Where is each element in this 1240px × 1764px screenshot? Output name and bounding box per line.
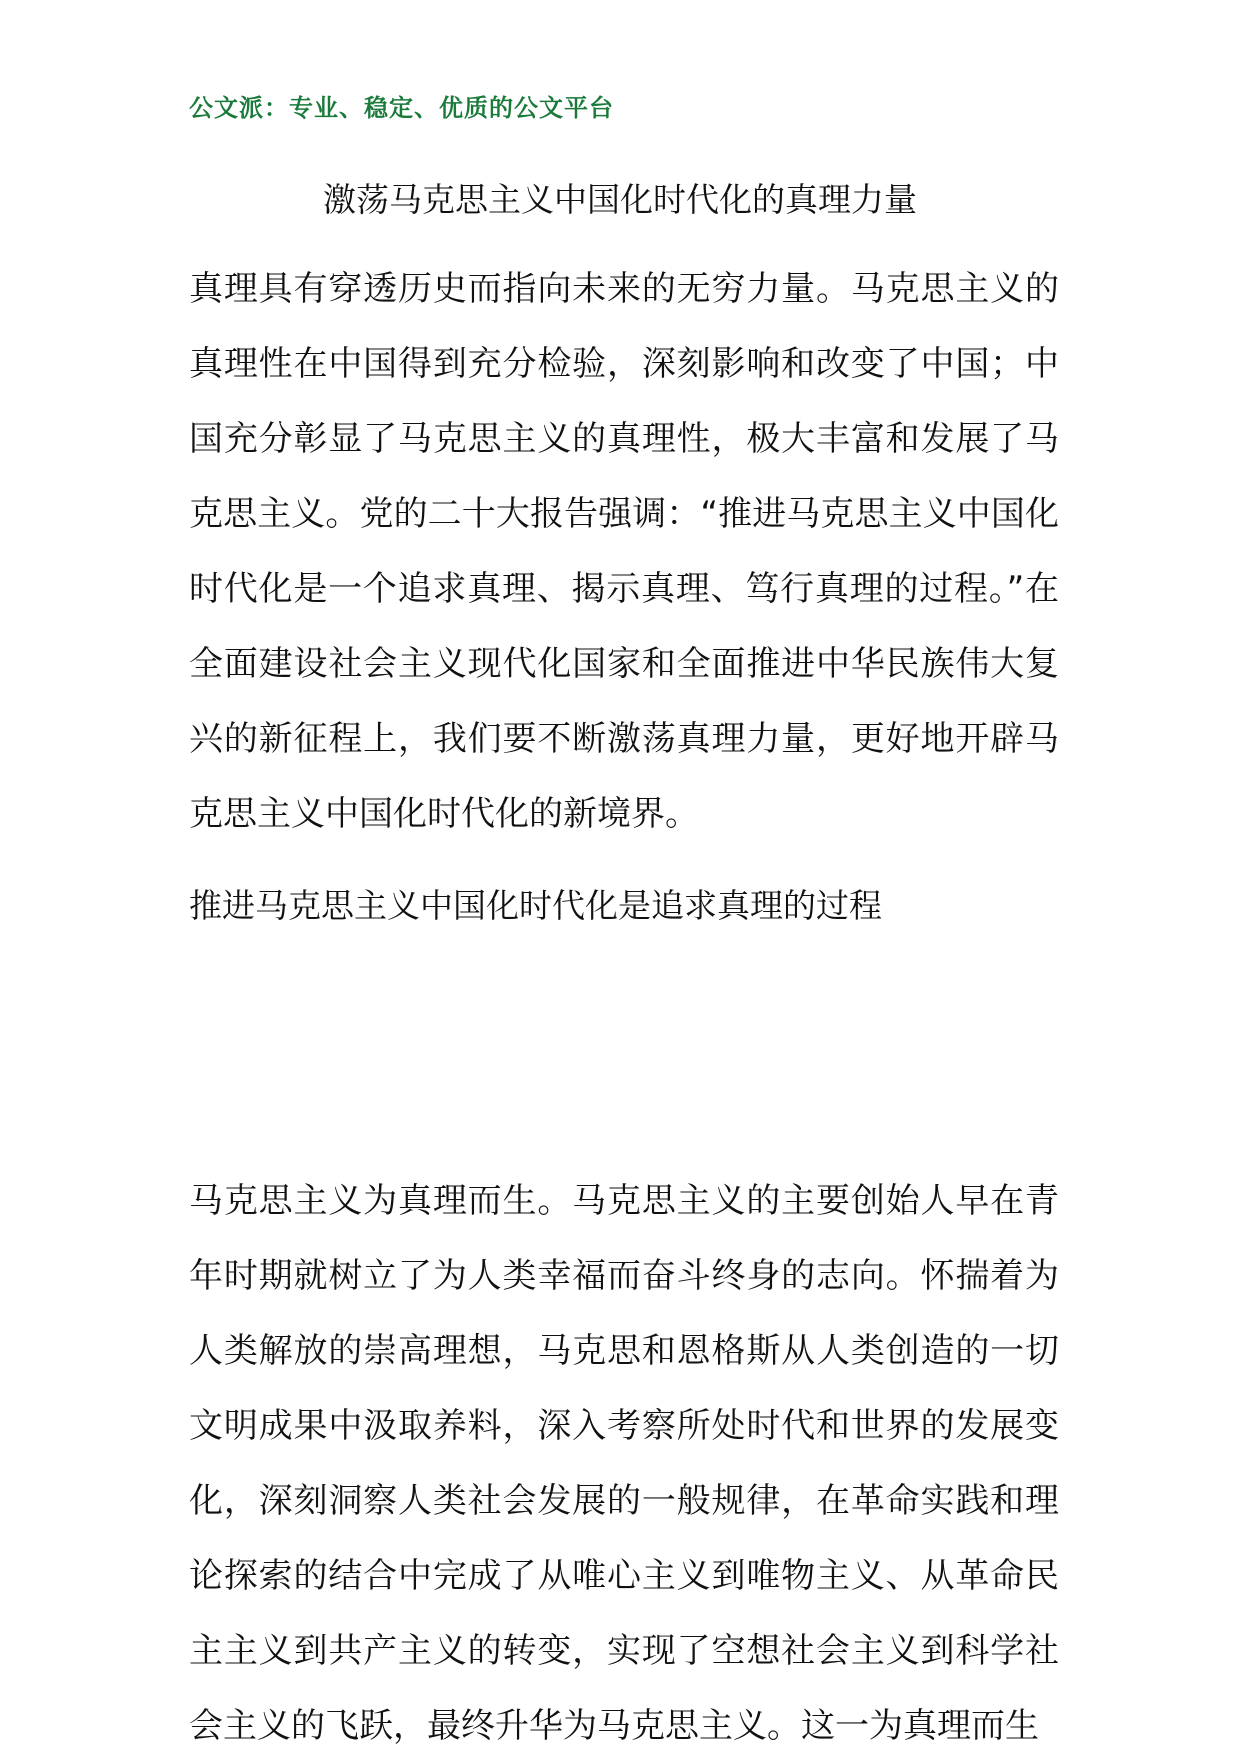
- body-paragraph: 真理具有穿透历史而指向未来的无穷力量。马克思主义的真理性在中国得到充分检验，深刻影响和改变了中国；中国充分彰显了马克思主义的真理性，极大丰富和发展了马克思主义。党的二十大报告强调：“推进马克思主义中国化时代化是一个追求真理、揭示真理、笃行真理的过程。”在全面建设社会主义现代化国家和全面推进中华民族伟大复兴的新征程上，我们要不断激荡真理力量，更好地开辟马克思主义中国化时代化的新境界。: [189, 269, 1059, 834]
- document-title: 激荡马克思主义中国化时代化的真理力量: [323, 180, 917, 219]
- section-heading: 推进马克思主义中国化时代化是追求真理的过程: [189, 886, 882, 925]
- header-banner: 公文派：专业、稳定、优质的公文平台: [189, 94, 614, 122]
- body-paragraph: 马克思主义为真理而生。马克思主义的主要创始人早在青年时期就树立了为人类幸福而奋斗终身的志向。怀揣着为人类解放的崇高理想，马克思和恩格斯从人类创造的一切文明成果中汲取养料，深入考察所处时代和世界的发展变化，深刻洞察人类社会发展的一般规律，在革命实践和理论探索的结合中完成了从唯心主义到唯物主义、从革命民主主义到共产主义的转变，实现了空想社会主义到科学社会主义的飞跃，最终升华为马克思主义。这一为真理而生: [189, 1181, 1059, 1746]
